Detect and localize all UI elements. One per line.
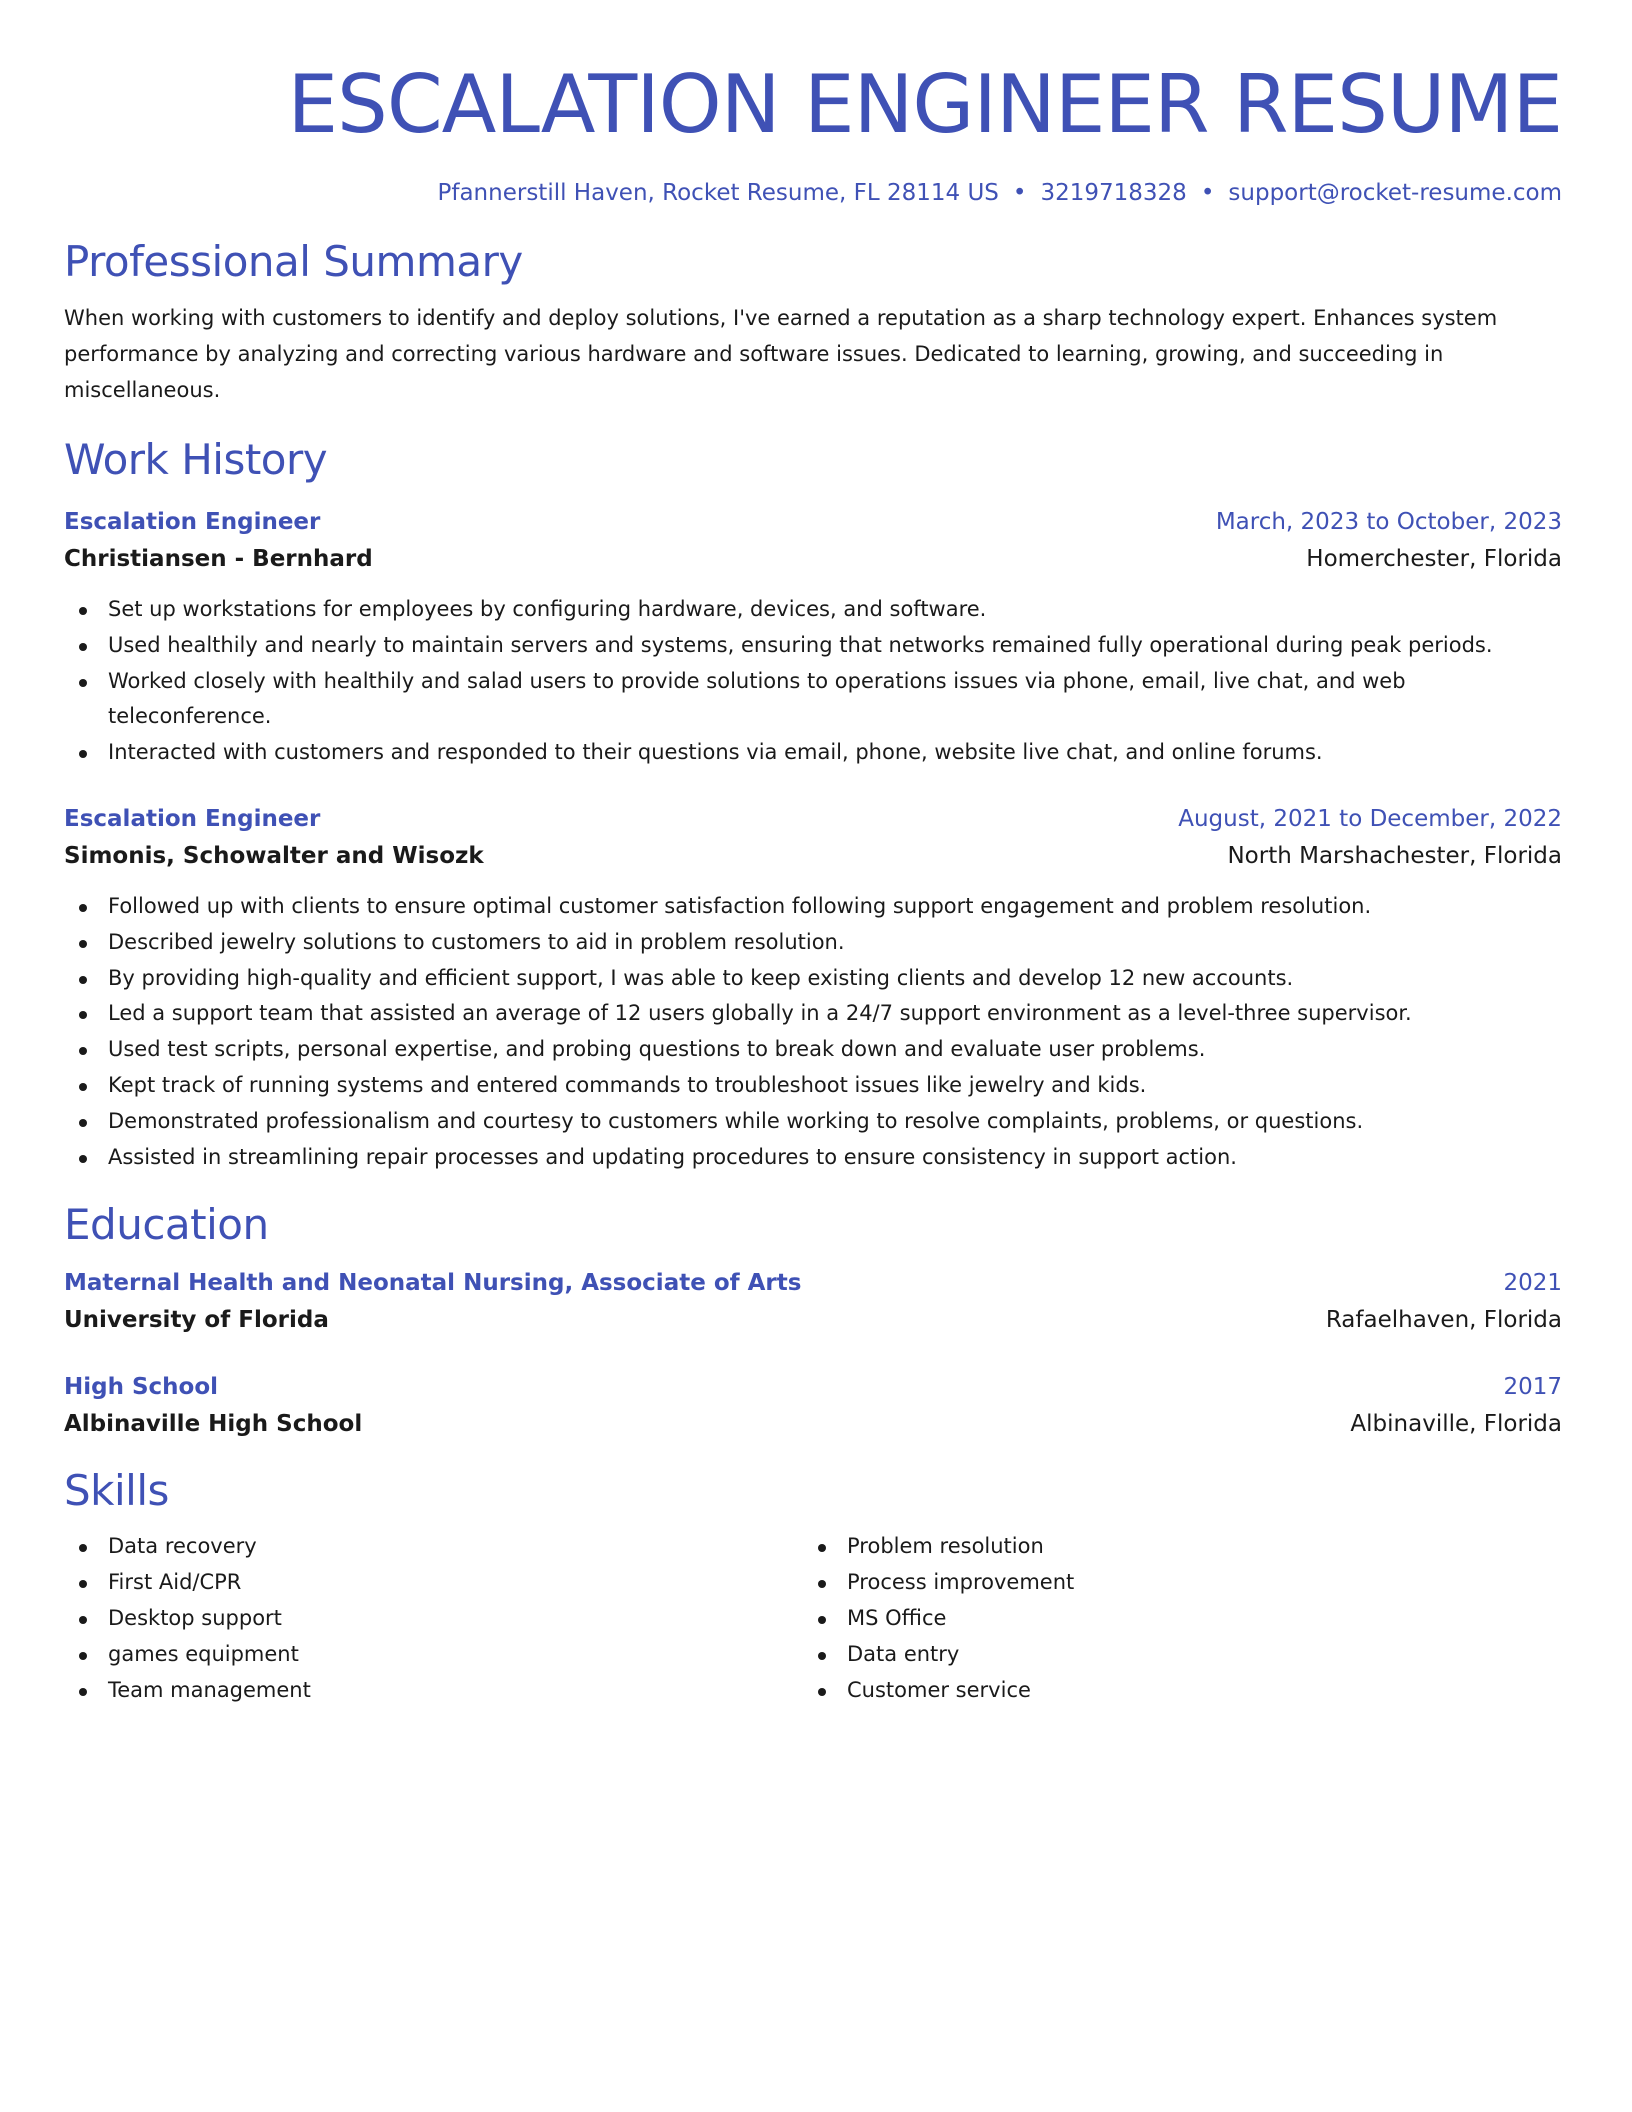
education-location: Albinaville, Florida	[1350, 1411, 1562, 1438]
skill-item: games equipment	[64, 1637, 803, 1673]
education-entry	[64, 1369, 1562, 1443]
job-location: North Marshachester, Florida	[1227, 842, 1562, 869]
resume-title: ESCALATION ENGINEER RESUME	[287, 58, 1562, 151]
skill-item: Process improvement	[803, 1565, 1542, 1601]
list-item: Used healthily and nearly to maintain servers and systems, ensuring that networks remained fully operational during peak periods.	[64, 628, 1562, 664]
list-item: Kept track of running systems and entered commands to troubleshoot issues like jewelry and kids.	[64, 1068, 1562, 1104]
skill-item: Problem resolution	[803, 1529, 1542, 1565]
education-year: 2021	[1503, 1270, 1562, 1297]
job-dates: March, 2023 to October, 2023	[1215, 509, 1562, 535]
contact-phone: 3219718328	[1040, 180, 1187, 206]
contact-separator: •	[1012, 180, 1027, 206]
skill-item: First Aid/CPR	[64, 1565, 803, 1601]
section-title-summary: Professional Summary	[64, 237, 523, 286]
skills-list-left	[64, 1529, 803, 1708]
contact-line	[64, 178, 1562, 208]
job-entry	[64, 801, 1562, 1175]
education-year: 2017	[1503, 1374, 1562, 1401]
contact-separator: •	[1200, 180, 1215, 206]
education-degree: Maternal Health and Neonatal Nursing, Associate of Arts	[64, 1270, 802, 1297]
education-degree: High School	[64, 1374, 219, 1401]
list-item: Interacted with customers and responded to their questions via email, phone, website live chat, and online forums.	[64, 735, 1562, 771]
skill-item: Customer service	[803, 1673, 1542, 1709]
section-title-skills: Skills	[64, 1466, 169, 1516]
skill-item: Data recovery	[64, 1529, 803, 1565]
list-item: Set up workstations for employees by configuring hardware, devices, and software.	[64, 592, 1562, 628]
list-item: Used test scripts, personal expertise, and probing questions to break down and evaluate user problems.	[64, 1032, 1562, 1068]
skills-columns	[64, 1529, 1562, 1708]
job-dates: August, 2021 to December, 2022	[1178, 805, 1562, 832]
skill-item: Desktop support	[64, 1601, 803, 1637]
job-title: Escalation Engineer	[64, 805, 321, 832]
job-entry	[64, 504, 1562, 771]
skill-item: Data entry	[803, 1637, 1542, 1673]
contact-email: support@rocket-resume.com	[1228, 180, 1562, 206]
list-item: Led a support team that assisted an average of 12 users globally in a 24/7 support environment as a level-three supervisor.	[64, 996, 1562, 1032]
skills-list-right	[803, 1529, 1542, 1708]
skill-item: MS Office	[803, 1601, 1542, 1637]
education-school: University of Florida	[64, 1307, 329, 1334]
education-location: Rafaelhaven, Florida	[1325, 1307, 1562, 1334]
list-item: By providing high-quality and efficient support, I was able to keep existing clients and develop 12 new accounts.	[64, 961, 1562, 997]
job-location: Homerchester, Florida	[1306, 546, 1562, 572]
job-company: Simonis, Schowalter and Wisozk	[64, 842, 484, 869]
list-item: Followed up with clients to ensure optimal customer satisfaction following support engagement and problem resolution.	[64, 889, 1562, 925]
section-title-work: Work History	[64, 435, 328, 484]
job-bullets	[64, 592, 1562, 771]
job-title: Escalation Engineer	[64, 509, 321, 535]
list-item: Worked closely with healthily and salad users to provide solutions to operations issues via phone, email, live chat, and web teleconference.	[64, 664, 1562, 736]
education-school: Albinaville High School	[64, 1411, 363, 1438]
list-item: Demonstrated professionalism and courtesy to customers while working to resolve complaints, problems, or questions.	[64, 1104, 1562, 1140]
resume-page	[64, 0, 1562, 1708]
education-entry	[64, 1265, 1562, 1339]
job-company: Christiansen - Bernhard	[64, 546, 373, 572]
contact-address: Pfannerstill Haven, Rocket Resume, FL 28114 US	[437, 180, 999, 206]
skill-item: Team management	[64, 1673, 803, 1709]
section-title-education: Education	[64, 1200, 269, 1250]
list-item: Assisted in streamlining repair processes and updating procedures to ensure consistency in support action.	[64, 1140, 1562, 1176]
summary-text: When working with customers to identify and deploy solutions, I've earned a reputation as a sharp technology expert. Enhances system performance by analyzing and correcting various hardware and software issues. Dedicated to learning, growing, and succeeding in miscellaneous.	[64, 306, 1498, 402]
job-bullets	[64, 889, 1562, 1175]
list-item: Described jewelry solutions to customers to aid in problem resolution.	[64, 925, 1562, 961]
